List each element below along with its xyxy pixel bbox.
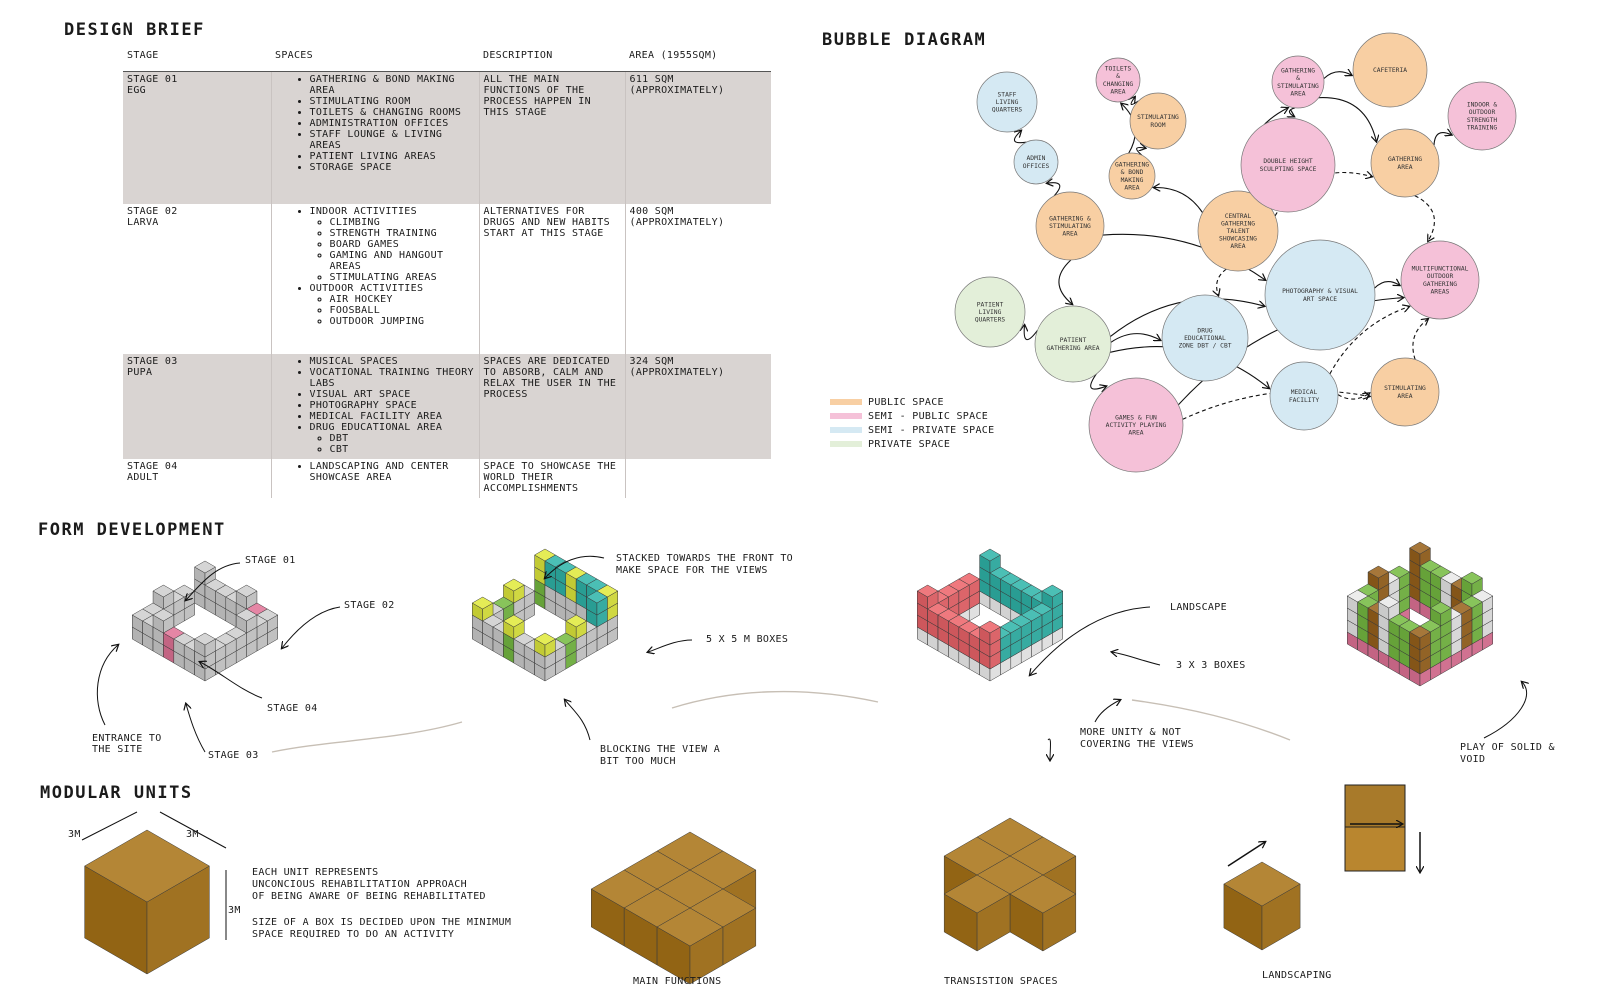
list-item: • PHOTOGRAPHY SPACE [310, 400, 475, 411]
sub-list-item: ◦ GAMING AND HANGOUT AREAS [330, 250, 475, 272]
sub-list-item: ◦ CBT [330, 444, 475, 455]
stage-number: STAGE 01 [127, 74, 178, 85]
bubble-label-line: OUTDOOR [1426, 273, 1454, 281]
bubble-label-line: AREA [1397, 163, 1413, 171]
stage-number: STAGE 02 [127, 206, 178, 217]
bubble-label-line: STRENGTH [1466, 116, 1498, 124]
transition-spaces-cluster [944, 818, 1076, 951]
list-item: • MEDICAL FACILITY AREA [310, 411, 475, 422]
bubble-label-line: ADMIN [1026, 155, 1046, 163]
sub-list-item: ◦ CLIMBING [330, 217, 475, 228]
caption-main-functions: MAIN FUNCTIONS [633, 976, 722, 987]
bubble-label-line: PATIENT [976, 301, 1004, 309]
bubble-label-line: LIVING [995, 99, 1019, 106]
bubble-label-line: STIMULATING [1137, 114, 1179, 122]
list-item: • GATHERING & BOND MAKING AREA [310, 74, 475, 96]
bubble-label-line: ZONE DBT / CBT [1178, 342, 1232, 350]
area-cell: 400 SQM (APPROXIMATELY) [625, 204, 771, 354]
modular-description-1 [252, 867, 486, 903]
bubble-label-line: TRAINING [1466, 124, 1498, 132]
bubble-label-line: AREA [1124, 184, 1140, 192]
stage-name: PUPA [127, 367, 153, 378]
bubble-label-line: MULTIFUNCTIONAL [1411, 265, 1469, 273]
stage-number: STAGE 03 [127, 356, 178, 367]
list-item: • STIMULATING ROOM [310, 96, 475, 107]
bubble-diagram-title: BUBBLE DIAGRAM [822, 30, 987, 50]
bubble-label-line: AREA [1110, 88, 1126, 96]
bubble-label-line: DOUBLE HEIGHT [1263, 158, 1313, 166]
description-cell: ALTERNATIVES FOR DRUGS AND NEW HABITS START AT THIS STAGE [479, 204, 625, 354]
list-item: • STORAGE SPACE [310, 162, 475, 173]
bubble-label-line: CENTRAL [1224, 212, 1252, 220]
elevation-upper [1345, 785, 1405, 827]
dim-label-a: 3M [68, 829, 81, 840]
stage-number: STAGE 04 [127, 461, 178, 472]
bubble-label-line: ROOM [1150, 121, 1166, 129]
list-item-label: INDOOR ACTIVITIES [309, 206, 417, 217]
label-play-solid-void: PLAY OF SOLID & VOID [1460, 742, 1555, 765]
bubble-label-line: AREA [1290, 90, 1306, 98]
bubble-label-line: AREA [1230, 243, 1246, 251]
bubble-label-line: STAFF [997, 91, 1017, 99]
bubble-label-line: GATHERING AREA [1046, 344, 1100, 352]
dim-line-left [82, 812, 137, 840]
list-item-label: DRUG EDUCATIONAL AREA [309, 422, 443, 433]
bubble-label-line: ACTIVITY PLAYING [1105, 422, 1167, 429]
single-unit-cube [85, 830, 210, 974]
bubble-label-line: AREA [1397, 392, 1413, 400]
label-stage-01: STAGE 01 [245, 555, 296, 566]
list-item-label: OUTDOOR ACTIVITIES [309, 283, 424, 294]
stage-name: EGG [127, 85, 146, 96]
list-item: • VOCATIONAL TRAINING THEORY LABS [310, 367, 475, 389]
stage-name: ADULT [127, 472, 159, 483]
bubble-label-line: SHOWCASING [1219, 235, 1257, 243]
legend-label: SEMI - PRIVATE SPACE [868, 424, 995, 436]
bubble-label-line: LIVING [978, 309, 1002, 316]
sub-list-item: ◦ AIR HOCKEY [330, 294, 475, 305]
sub-list-item: ◦ STRENGTH TRAINING [330, 228, 475, 239]
label-stage-04: STAGE 04 [267, 703, 318, 714]
description-cell: SPACE TO SHOWCASE THE WORLD THEIR ACCOMPLISHMENTS [479, 459, 625, 498]
description-cell: ALL THE MAIN FUNCTIONS OF THE PROCESS HAPPEN IN THIS STAGE [479, 72, 625, 205]
list-item: • MUSICAL SPACES [310, 356, 475, 367]
bubble-label-line: GAMES & FUN [1115, 414, 1157, 422]
bubble-label-line: AREAS [1430, 288, 1450, 296]
legend-label: PUBLIC SPACE [868, 396, 944, 408]
bubble-label-line: TOILETS [1104, 65, 1132, 73]
bubble-label-line: CHANGING [1102, 80, 1134, 88]
header-area: AREA (1955SQM) [625, 48, 771, 72]
bubble-label-line: CAFETERIA [1372, 67, 1408, 74]
bubble-label-line: GATHERING [1387, 156, 1423, 164]
header-stage: STAGE [123, 48, 271, 72]
bubble-label-line: STIMULATING [1049, 223, 1091, 230]
caption-transition-spaces: TRANSISTION SPACES [944, 976, 1058, 987]
label-unity: MORE UNITY & NOT COVERING THE VIEWS [1080, 727, 1194, 750]
label-entrance: ENTRANCE TO THE SITE [92, 733, 162, 755]
bubble-label-line: DRUG [1197, 327, 1213, 335]
landscaping-elevation [1228, 785, 1420, 872]
caption-landscaping: LANDSCAPING [1262, 970, 1332, 981]
list-item: • PATIENT LIVING AREAS [310, 151, 475, 162]
stage-name: LARVA [127, 217, 159, 228]
bubble-label-line: FACILITY [1288, 396, 1320, 404]
modular-description-2 [252, 917, 511, 941]
legend-label: SEMI - PUBLIC SPACE [868, 410, 989, 422]
label-landscape: LANDSCAPE [1170, 602, 1227, 613]
header-spaces: SPACES [271, 48, 479, 72]
bubble-label-line: OUTDOOR [1468, 109, 1496, 117]
bubble-label-line: GATHERING [1422, 280, 1458, 288]
text-line: SIZE OF A BOX IS DECIDED UPON THE MINIMUM [252, 917, 512, 928]
text-line: UNCONCIOUS REHABILITATION APPROACH [252, 879, 467, 890]
design-brief-title: DESIGN BRIEF [64, 20, 205, 40]
bubble-label-line: GATHERING & [1049, 215, 1091, 223]
area-cell: 324 SQM (APPROXIMATELY) [625, 354, 771, 459]
list-item: • STAFF LOUNGE & LIVING AREAS [310, 129, 475, 151]
area-cell: 611 SQM (APPROXIMATELY) [625, 72, 771, 205]
bubble-label-line: TALENT [1226, 228, 1250, 235]
bubble-label-line: INDOOR & [1466, 101, 1498, 109]
bubble-label-line: AREA [1062, 230, 1078, 238]
sub-list-item: ◦ OUTDOOR JUMPING [330, 316, 475, 327]
bubble-label-line: OFFICES [1022, 162, 1050, 170]
bubble-label-line: & BOND [1120, 169, 1144, 177]
form-development-title: FORM DEVELOPMENT [38, 520, 226, 540]
label-stage-03: STAGE 03 [208, 750, 259, 761]
label-boxes-3x3: 3 X 3 BOXES [1176, 660, 1246, 671]
bubble-label-line: PATIENT [1059, 337, 1087, 345]
main-functions-cluster [591, 832, 756, 984]
bubble-label-line: GATHERING [1280, 67, 1316, 75]
bubble-label-line: ART SPACE [1302, 295, 1338, 303]
dim-label-b: 3M [186, 829, 199, 840]
label-stacked: STACKED TOWARDS THE FRONT TO MAKE SPACE FOR THE VIEWS [616, 553, 793, 576]
landscaping-cube [1224, 862, 1300, 950]
bubble-label-line: GATHERING [1114, 161, 1150, 169]
bubble-label-line: AREA [1128, 429, 1144, 437]
label-boxes-5x5: 5 X 5 M BOXES [706, 634, 789, 645]
modular-units-title: MODULAR UNITS [40, 783, 193, 803]
bubble-label-line: MAKING [1120, 176, 1144, 184]
sub-list-item: ◦ BOARD GAMES [330, 239, 475, 250]
text-line: EACH UNIT REPRESENTS [252, 867, 379, 878]
sub-list-item: ◦ DBT [330, 433, 475, 444]
bubble-label-line: QUARTERS [991, 106, 1023, 114]
bubble-label-line: MEDICAL [1290, 389, 1318, 397]
header-description: DESCRIPTION [479, 48, 625, 72]
bubble-label-line: GATHERING [1220, 220, 1256, 228]
list-item: • LANDSCAPING AND CENTER SHOWCASE AREA [310, 461, 475, 483]
list-item: • ADMINISTRATION OFFICES [310, 118, 475, 129]
bubble-label-line: PHOTOGRAPHY & VISUAL [1282, 288, 1358, 296]
bubble-label-line: EDUCATIONAL [1184, 335, 1226, 342]
text-line: SPACE REQUIRED TO DO AN ACTIVITY [252, 929, 455, 940]
bubble-label-line: SCULPTING SPACE [1259, 165, 1317, 173]
dim-label-c: 3M [228, 905, 241, 916]
list-item: • VISUAL ART SPACE [310, 389, 475, 400]
bubble-label-line: & [1296, 75, 1300, 83]
label-blocking: BLOCKING THE VIEW A BIT TOO MUCH [600, 744, 721, 767]
bubble-label-line: STIMULATING [1384, 385, 1426, 393]
text-line: OF BEING AWARE OF BEING REHABILITATED [252, 891, 486, 902]
list-item: • TOILETS & CHANGING ROOMS [310, 107, 475, 118]
diagonal-arrow [1228, 842, 1265, 866]
sub-list-item: ◦ STIMULATING AREAS [330, 272, 475, 283]
bubble-label-line: STIMULATING [1277, 82, 1319, 90]
bubble-label-line: QUARTERS [974, 316, 1006, 324]
label-stage-02: STAGE 02 [344, 600, 395, 611]
legend-label: PRIVATE SPACE [868, 438, 951, 450]
bubble-label-line: & [1116, 73, 1120, 81]
description-cell: SPACES ARE DEDICATED TO ABSORB, CALM AND RELAX THE USER IN THE PROCESS [479, 354, 625, 459]
elevation-lower [1345, 827, 1405, 871]
sub-list-item: ◦ FOOSBALL [330, 305, 475, 316]
